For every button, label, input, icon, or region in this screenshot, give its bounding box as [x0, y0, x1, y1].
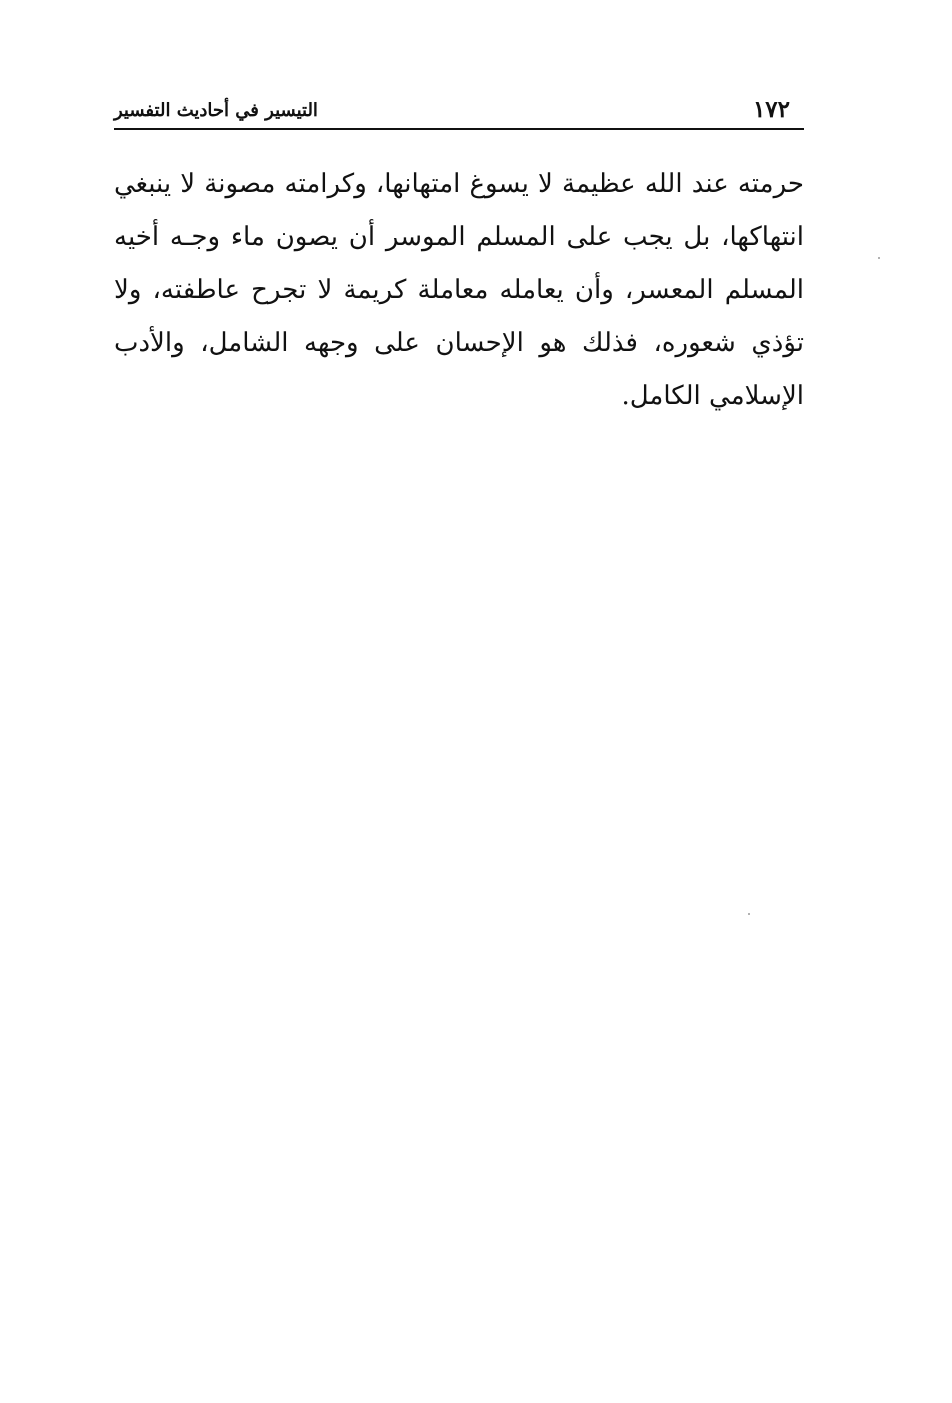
body-paragraph: حرمته عند الله عظيمة لا يسوغ امتهانها، وكرامته مصونة لا ينبغي انتهاكها، بل يجب على المسلم الموسر أن يصون ماء وجـه أخيه المسلم المعسر، وأن يعامله معاملة كريمة لا تجرح عاطفته، ولا تؤذي شعوره، فذلك هو الإحسان على وجهه الشامل، والأدب الإسلامي الكامل.: [114, 169, 804, 411]
scan-speck: [878, 257, 880, 259]
page-number: ١٧٢: [752, 96, 790, 123]
scan-speck: [748, 913, 750, 915]
header-rule: [114, 128, 804, 130]
page-header: [114, 92, 804, 128]
running-title: التيسير في أحاديث التفسير: [114, 100, 318, 121]
